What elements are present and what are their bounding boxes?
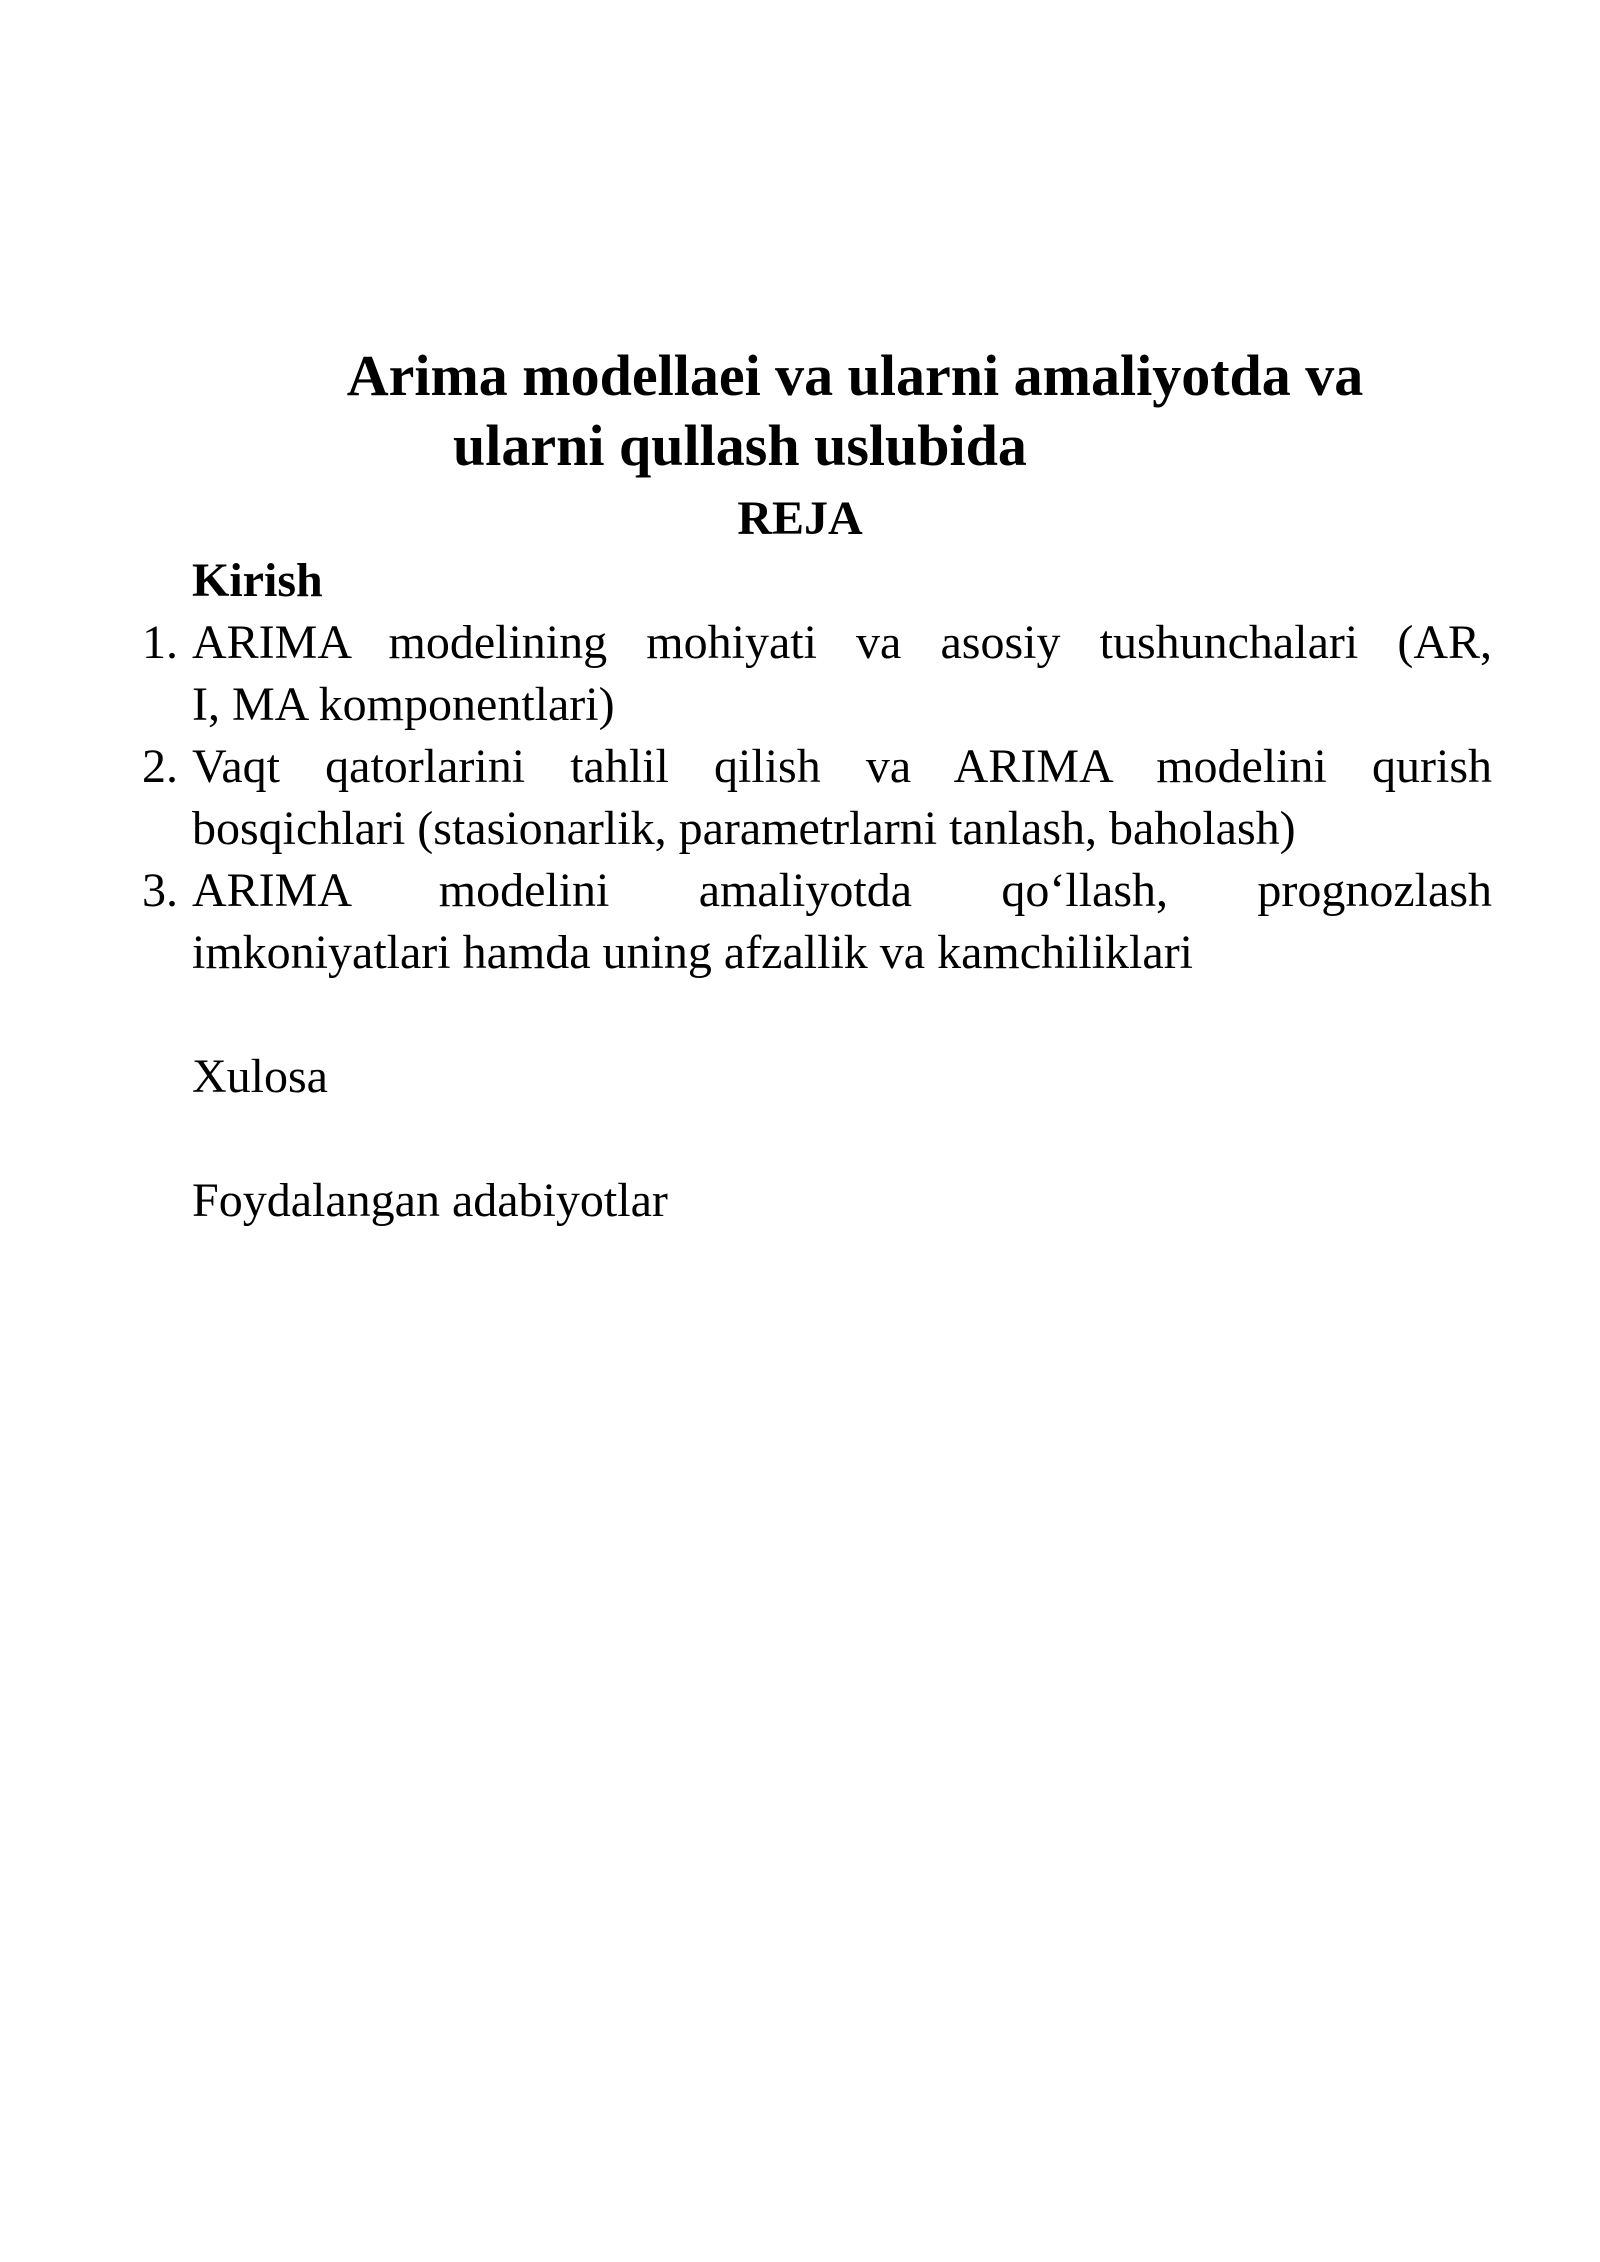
plan-item-2 [142, 736, 1492, 860]
title-line-1: Arima modellaei va ularni amaliyotda va [346, 343, 1364, 408]
intro-item: Kirish [192, 554, 323, 607]
plan-item-number: 1. [142, 616, 178, 669]
plan-item-3 [142, 860, 1492, 984]
plan-item-line: I, MA komponentlari) [192, 678, 615, 731]
plan-item-text [192, 860, 1492, 984]
plan-content [142, 550, 1492, 1232]
title-line-2: ularni qullash uslubida [453, 413, 1027, 478]
document-title [150, 341, 1530, 481]
plan-item-line: ARIMA modelining mohiyati va asosiy tushunchalari (AR, [192, 616, 1492, 669]
plan-heading: REJA [737, 492, 863, 545]
plan-item-1 [142, 612, 1492, 736]
plan-item-number: 2. [142, 740, 178, 793]
plan-item-line: bosqichlari (stasionarlik, parametrlarni tanlash, baholash) [192, 802, 1296, 855]
plan-item-number: 3. [142, 864, 178, 917]
plan-item-text [192, 736, 1492, 860]
plan-item-line: ARIMA modelini amaliyotda qo‘llash, prognozlash [192, 864, 1492, 917]
plan-item-text [192, 612, 1492, 736]
conclusion-item: Xulosa [192, 1050, 328, 1103]
references-item: Foydalangan adabiyotlar [192, 1174, 668, 1227]
plan-list [142, 612, 1492, 984]
plan-item-line: imkoniyatlari hamda uning afzallik va kamchiliklari [192, 926, 1194, 979]
plan-item-line: Vaqt qatorlarini tahlil qilish va ARIMA modelini qurish [192, 740, 1492, 793]
